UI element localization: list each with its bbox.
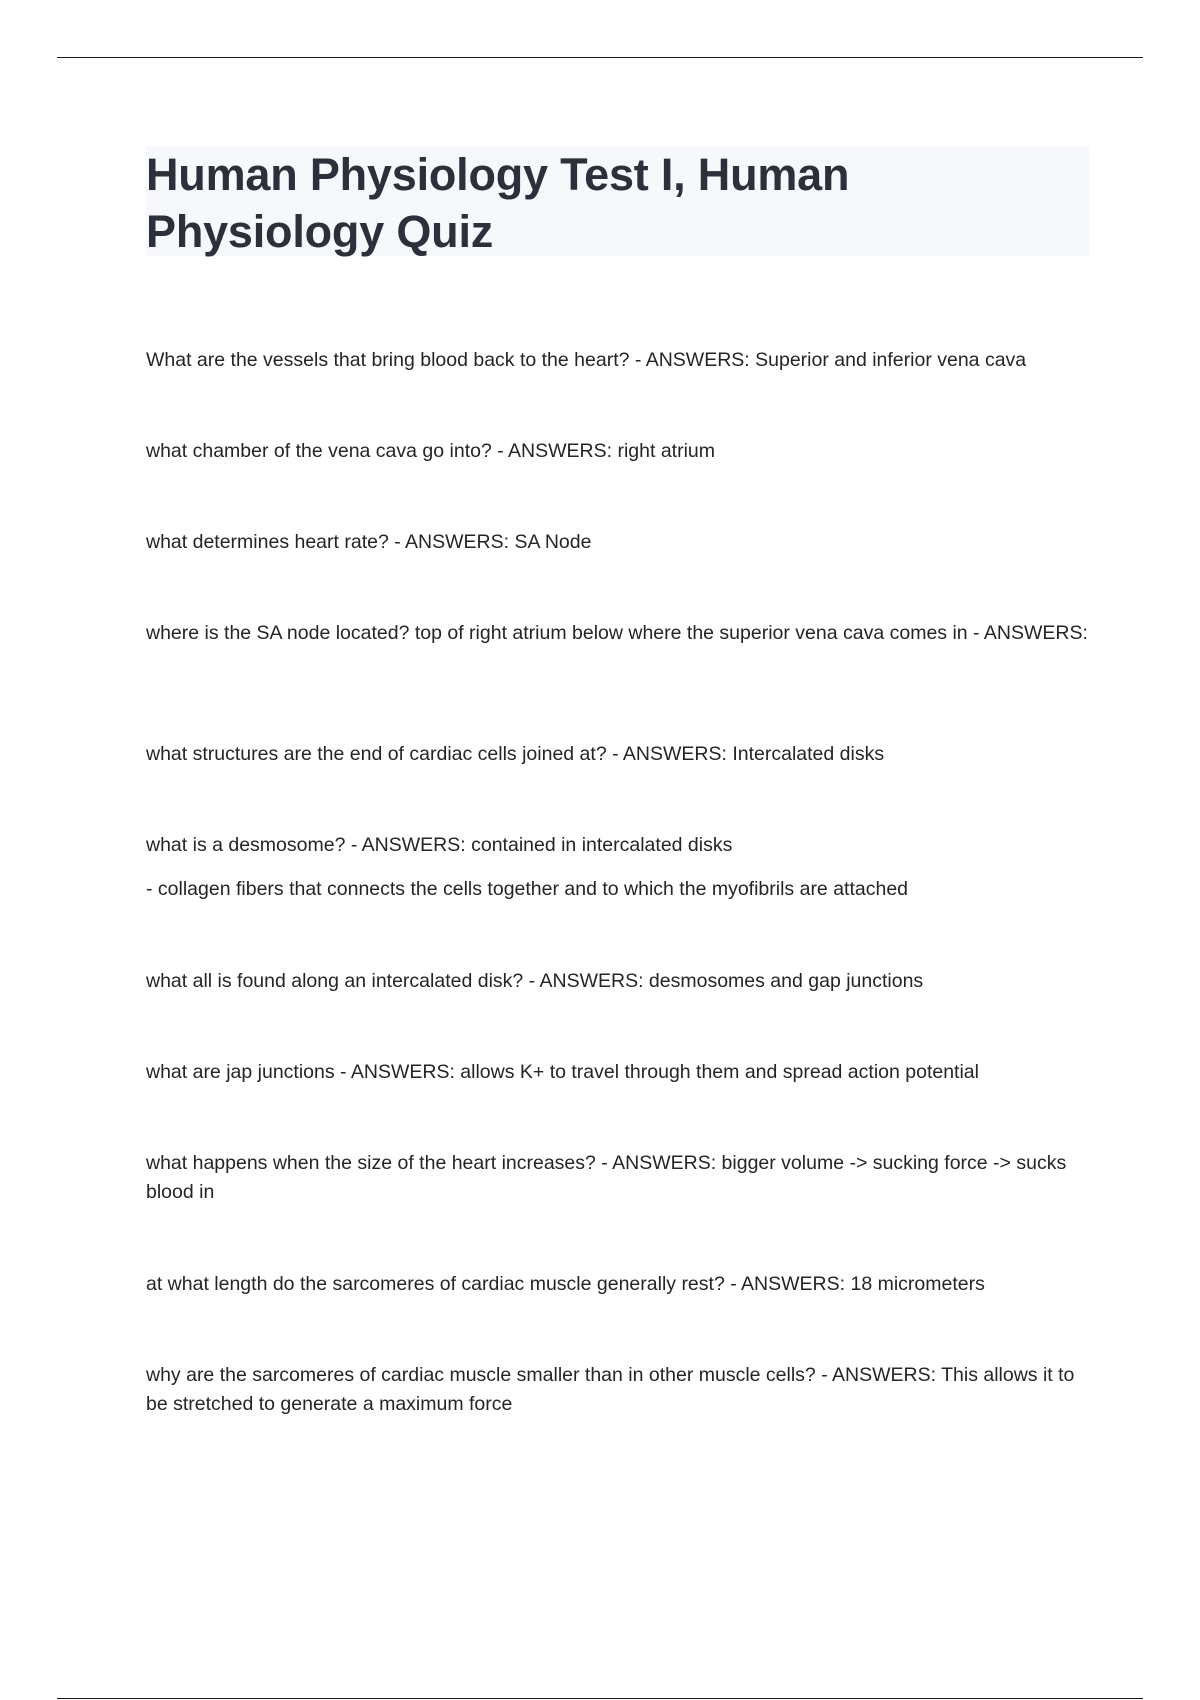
qa-item	[146, 1270, 1091, 1299]
qa-item	[146, 831, 1091, 904]
document-title: Human Physiology Test I, Human Physiology Quiz	[146, 149, 850, 257]
qa-item	[146, 528, 1091, 557]
qa-item	[146, 1361, 1091, 1419]
qa-text: What are the vessels that bring blood back to the heart? - ANSWERS: Superior and inferior vena cava	[146, 349, 1027, 371]
qa-item	[146, 619, 1091, 648]
qa-text: what is a desmosome? - ANSWERS: contained in intercalated disks	[146, 834, 733, 856]
qa-item	[146, 437, 1091, 466]
qa-item	[146, 346, 1091, 375]
qa-item	[146, 967, 1091, 996]
qa-text: what structures are the end of cardiac cells joined at? - ANSWERS: Intercalated disks	[146, 743, 885, 765]
qa-text: why are the sarcomeres of cardiac muscle smaller than in other muscle cells? - ANSWERS: This allows it to be stretched to generate a maximum force	[146, 1364, 1075, 1415]
qa-item	[146, 740, 1091, 769]
qa-text: what all is found along an intercalated disk? - ANSWERS: desmosomes and gap junctions	[146, 970, 924, 992]
qa-text: where is the SA node located? top of right atrium below where the superior vena cava comes in - ANSWERS:	[146, 622, 1088, 644]
qa-text: what are jap junctions - ANSWERS: allows K+ to travel through them and spread action potential	[146, 1061, 979, 1083]
qa-text: what determines heart rate? - ANSWERS: SA Node	[146, 531, 592, 553]
qa-item	[146, 1149, 1091, 1207]
title-block	[146, 146, 1089, 256]
bottom-rule	[57, 1698, 1143, 1699]
qa-item	[146, 1058, 1091, 1087]
qa-text: what happens when the size of the heart increases? - ANSWERS: bigger volume -> sucking force -> sucks blood in	[146, 1152, 1067, 1203]
qa-text: at what length do the sarcomeres of cardiac muscle generally rest? - ANSWERS: 18 micrometers	[146, 1273, 985, 1295]
top-rule	[57, 57, 1143, 58]
qa-continuation: - collagen fibers that connects the cells together and to which the myofibrils are attached	[146, 878, 909, 900]
qa-text: what chamber of the vena cava go into? - ANSWERS: right atrium	[146, 440, 716, 462]
